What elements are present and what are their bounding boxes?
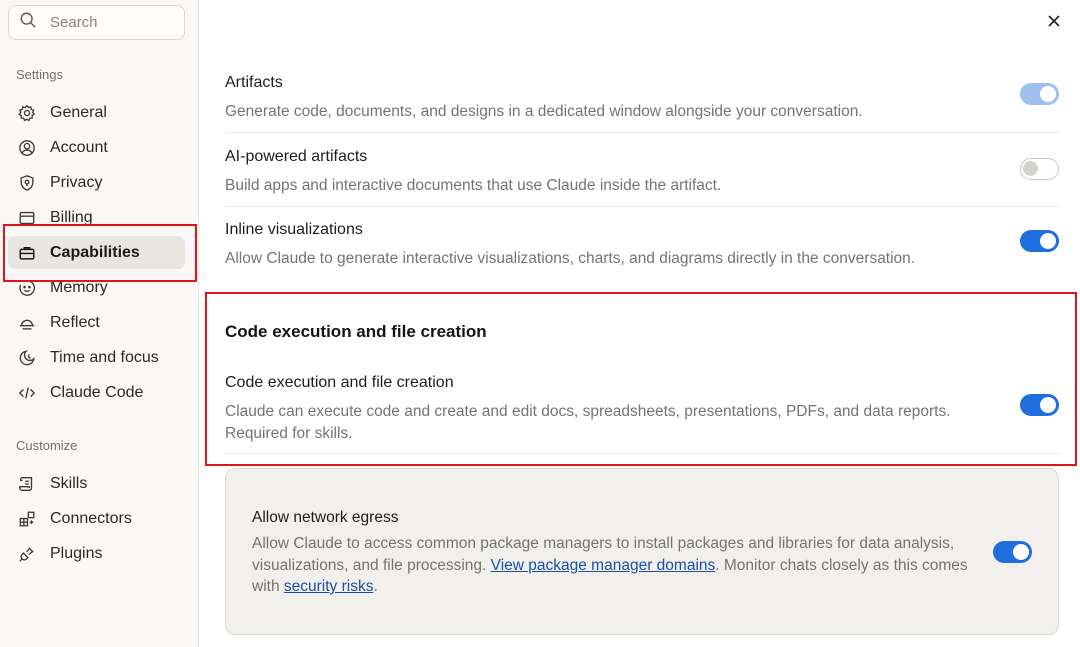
sidebar-item-label: Plugins [50, 544, 103, 562]
setting-title: Allow network egress [252, 509, 399, 526]
sidebar-item-label: Skills [50, 474, 88, 492]
divider [225, 132, 1060, 133]
ai-powered-artifacts-toggle[interactable] [1020, 158, 1059, 180]
sidebar-item-memory[interactable] [8, 271, 185, 304]
search-icon [19, 11, 37, 34]
setting-description-line-2: Required for skills. [225, 424, 353, 442]
view-package-manager-domains-link[interactable]: View package manager domains [490, 556, 716, 574]
setting-title: Code execution and file creation [225, 374, 454, 391]
network-egress-toggle[interactable] [993, 541, 1032, 563]
sidebar-item-claude-code[interactable] [8, 376, 185, 409]
sidebar-item-label: Reflect [50, 313, 100, 331]
ai-powered-artifacts-setting [225, 148, 1060, 196]
sidebar-item-label: Capabilities [50, 243, 140, 261]
egress-desc-text: Allow Claude to access common package managers to install packages and libraries for data analysis, visualizations, and file processing. [252, 535, 955, 574]
sidebar-item-label: Privacy [50, 173, 103, 191]
user-circle-icon [17, 138, 37, 158]
sidebar-item-billing[interactable] [8, 201, 185, 234]
settings-section-label: Settings [16, 67, 63, 82]
setting-description: Allow Claude to generate interactive visualizations, charts, and diagrams directly in the conversation. [225, 250, 916, 267]
setting-title: Artifacts [225, 74, 283, 91]
setting-description [252, 533, 972, 598]
setting-title: Inline visualizations [225, 221, 363, 238]
sidebar-item-time-and-focus[interactable] [8, 341, 185, 374]
search-input[interactable] [50, 14, 170, 31]
close-icon [1047, 14, 1061, 33]
sidebar-item-skills[interactable] [8, 467, 185, 500]
egress-desc-text: . Monitor chats closely as this comes with [252, 556, 968, 595]
sidebar-item-connectors[interactable] [8, 502, 185, 535]
sidebar-item-capabilities[interactable] [8, 236, 185, 269]
search-box[interactable] [8, 5, 185, 40]
billing-icon [17, 208, 37, 228]
setting-description: Build apps and interactive documents that use Claude inside the artifact. [225, 177, 722, 194]
divider [225, 206, 1060, 207]
sidebar-item-label: General [50, 103, 107, 121]
reflect-icon [17, 313, 37, 333]
gear-icon [17, 103, 37, 123]
artifacts-toggle[interactable] [1020, 83, 1059, 105]
sidebar-item-label: Billing [50, 208, 93, 226]
network-egress-panel [225, 468, 1059, 635]
sidebar-item-label: Connectors [50, 509, 132, 527]
plug-icon [17, 544, 37, 564]
code-execution-toggle[interactable] [1020, 394, 1059, 416]
inline-visualizations-toggle[interactable] [1020, 230, 1059, 252]
inline-visualizations-setting [225, 221, 1060, 269]
divider [225, 453, 1060, 454]
sidebar-item-general[interactable] [8, 96, 185, 129]
sidebar-item-label: Account [50, 138, 108, 156]
sidebar-item-reflect[interactable] [8, 306, 185, 339]
setting-description-line-1: Claude can execute code and create and edit docs, spreadsheets, presentations, PDFs, and data reports. [225, 403, 951, 420]
code-execution-section-heading: Code execution and file creation [225, 322, 487, 341]
code-execution-setting [225, 374, 1060, 444]
code-icon [17, 383, 37, 403]
grid-plus-icon [17, 509, 37, 529]
security-risks-link[interactable]: security risks [283, 578, 374, 595]
shield-icon [17, 173, 37, 193]
moon-clock-icon [17, 348, 37, 368]
sidebar-item-label: Memory [50, 278, 108, 296]
sidebar-item-label: Time and focus [50, 348, 159, 366]
scroll-icon [17, 474, 37, 494]
memory-icon [17, 278, 37, 298]
sidebar-item-account[interactable] [8, 131, 185, 164]
sidebar-item-plugins[interactable] [8, 537, 185, 570]
sidebar-item-privacy[interactable] [8, 166, 185, 199]
sidebar-item-label: Claude Code [50, 383, 144, 401]
artifacts-setting [225, 74, 1060, 122]
close-button[interactable] [1043, 12, 1065, 34]
briefcase-icon [17, 243, 37, 263]
customize-section-label: Customize [16, 438, 78, 453]
setting-description [225, 401, 1060, 444]
setting-title: AI-powered artifacts [225, 148, 368, 165]
egress-desc-text: . [373, 578, 378, 595]
settings-sidebar [0, 0, 199, 647]
setting-description: Generate code, documents, and designs in a dedicated window alongside your conversation. [225, 103, 863, 120]
